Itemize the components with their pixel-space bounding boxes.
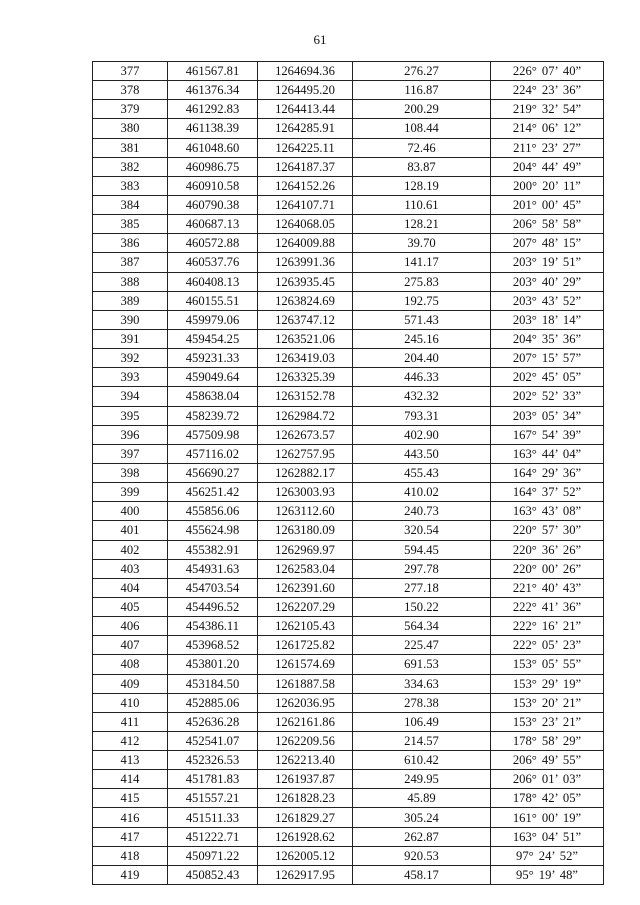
x-coordinate-cell: 451557.21 <box>168 789 258 808</box>
point-number-cell: 384 <box>93 195 168 214</box>
y-coordinate-cell: 1264187.37 <box>258 157 353 176</box>
x-coordinate-cell: 454496.52 <box>168 597 258 616</box>
point-number-cell: 407 <box>93 636 168 655</box>
angle-cell: 153° 05’ 55” <box>491 655 604 674</box>
x-coordinate-cell: 459979.06 <box>168 310 258 329</box>
x-coordinate-cell: 452636.28 <box>168 712 258 731</box>
angle-cell: 220° 00’ 26” <box>491 559 604 578</box>
table-row <box>93 617 604 636</box>
table-row <box>93 157 604 176</box>
table-row <box>93 195 604 214</box>
length-cell: 277.18 <box>353 578 491 597</box>
table-row <box>93 789 604 808</box>
table-row <box>93 597 604 616</box>
angle-cell: 200° 20’ 11” <box>491 176 604 195</box>
y-coordinate-cell: 1262207.29 <box>258 597 353 616</box>
point-number-cell: 401 <box>93 521 168 540</box>
angle-cell: 204° 35’ 36” <box>491 329 604 348</box>
y-coordinate-cell: 1263521.06 <box>258 329 353 348</box>
table-row <box>93 559 604 578</box>
y-coordinate-cell: 1264694.36 <box>258 62 353 81</box>
y-coordinate-cell: 1262036.95 <box>258 693 353 712</box>
table-row <box>93 349 604 368</box>
y-coordinate-cell: 1262673.57 <box>258 425 353 444</box>
x-coordinate-cell: 457116.02 <box>168 444 258 463</box>
y-coordinate-cell: 1263325.39 <box>258 368 353 387</box>
table-row <box>93 483 604 502</box>
y-coordinate-cell: 1264107.71 <box>258 195 353 214</box>
x-coordinate-cell: 458239.72 <box>168 406 258 425</box>
y-coordinate-cell: 1264068.05 <box>258 215 353 234</box>
table-row <box>93 425 604 444</box>
length-cell: 72.46 <box>353 138 491 157</box>
angle-cell: 153° 23’ 21” <box>491 712 604 731</box>
y-coordinate-cell: 1261887.58 <box>258 674 353 693</box>
y-coordinate-cell: 1262209.56 <box>258 731 353 750</box>
x-coordinate-cell: 451511.33 <box>168 808 258 827</box>
y-coordinate-cell: 1263419.03 <box>258 349 353 368</box>
length-cell: 225.47 <box>353 636 491 655</box>
length-cell: 249.95 <box>353 770 491 789</box>
x-coordinate-cell: 456251.42 <box>168 483 258 502</box>
table-row <box>93 444 604 463</box>
x-coordinate-cell: 456690.27 <box>168 463 258 482</box>
table-row <box>93 751 604 770</box>
angle-cell: 163° 44’ 04” <box>491 444 604 463</box>
point-number-cell: 409 <box>93 674 168 693</box>
table-row <box>93 100 604 119</box>
length-cell: 402.90 <box>353 425 491 444</box>
table-row <box>93 521 604 540</box>
table-row <box>93 406 604 425</box>
point-number-cell: 380 <box>93 119 168 138</box>
length-cell: 793.31 <box>353 406 491 425</box>
x-coordinate-cell: 460408.13 <box>168 272 258 291</box>
length-cell: 150.22 <box>353 597 491 616</box>
length-cell: 245.16 <box>353 329 491 348</box>
angle-cell: 204° 44’ 49” <box>491 157 604 176</box>
angle-cell: 207° 48’ 15” <box>491 234 604 253</box>
point-number-cell: 383 <box>93 176 168 195</box>
length-cell: 108.44 <box>353 119 491 138</box>
length-cell: 45.89 <box>353 789 491 808</box>
point-number-cell: 391 <box>93 329 168 348</box>
table-row <box>93 540 604 559</box>
angle-cell: 220° 36’ 26” <box>491 540 604 559</box>
angle-cell: 178° 42’ 05” <box>491 789 604 808</box>
table-row <box>93 176 604 195</box>
y-coordinate-cell: 1262161.86 <box>258 712 353 731</box>
angle-cell: 203° 19’ 51” <box>491 253 604 272</box>
table-row <box>93 655 604 674</box>
angle-cell: 97° 24’ 52” <box>491 846 604 865</box>
point-number-cell: 392 <box>93 349 168 368</box>
x-coordinate-cell: 461292.83 <box>168 100 258 119</box>
table-row <box>93 636 604 655</box>
x-coordinate-cell: 452541.07 <box>168 731 258 750</box>
point-number-cell: 404 <box>93 578 168 597</box>
y-coordinate-cell: 1262917.95 <box>258 865 353 884</box>
table-row <box>93 865 604 884</box>
point-number-cell: 403 <box>93 559 168 578</box>
y-coordinate-cell: 1264009.88 <box>258 234 353 253</box>
length-cell: 240.73 <box>353 502 491 521</box>
x-coordinate-cell: 454931.63 <box>168 559 258 578</box>
length-cell: 275.83 <box>353 272 491 291</box>
length-cell: 446.33 <box>353 368 491 387</box>
x-coordinate-cell: 452885.06 <box>168 693 258 712</box>
point-number-cell: 416 <box>93 808 168 827</box>
y-coordinate-cell: 1261928.62 <box>258 827 353 846</box>
length-cell: 920.53 <box>353 846 491 865</box>
length-cell: 594.45 <box>353 540 491 559</box>
length-cell: 571.43 <box>353 310 491 329</box>
x-coordinate-cell: 457509.98 <box>168 425 258 444</box>
table-row <box>93 502 604 521</box>
table-row <box>93 712 604 731</box>
table-row <box>93 62 604 81</box>
length-cell: 204.40 <box>353 349 491 368</box>
y-coordinate-cell: 1262969.97 <box>258 540 353 559</box>
point-number-cell: 389 <box>93 291 168 310</box>
angle-cell: 202° 52’ 33” <box>491 387 604 406</box>
x-coordinate-cell: 460910.58 <box>168 176 258 195</box>
length-cell: 410.02 <box>353 483 491 502</box>
y-coordinate-cell: 1262391.60 <box>258 578 353 597</box>
point-number-cell: 395 <box>93 406 168 425</box>
point-number-cell: 414 <box>93 770 168 789</box>
angle-cell: 203° 18’ 14” <box>491 310 604 329</box>
length-cell: 564.34 <box>353 617 491 636</box>
table-row <box>93 731 604 750</box>
point-number-cell: 390 <box>93 310 168 329</box>
angle-cell: 161° 00’ 19” <box>491 808 604 827</box>
point-number-cell: 386 <box>93 234 168 253</box>
table-row <box>93 770 604 789</box>
angle-cell: 203° 05’ 34” <box>491 406 604 425</box>
x-coordinate-cell: 452326.53 <box>168 751 258 770</box>
length-cell: 458.17 <box>353 865 491 884</box>
length-cell: 691.53 <box>353 655 491 674</box>
table-row <box>93 138 604 157</box>
angle-cell: 167° 54’ 39” <box>491 425 604 444</box>
point-number-cell: 385 <box>93 215 168 234</box>
x-coordinate-cell: 455382.91 <box>168 540 258 559</box>
point-number-cell: 381 <box>93 138 168 157</box>
point-number-cell: 413 <box>93 751 168 770</box>
length-cell: 128.21 <box>353 215 491 234</box>
length-cell: 320.54 <box>353 521 491 540</box>
x-coordinate-cell: 460572.88 <box>168 234 258 253</box>
angle-cell: 95° 19’ 48” <box>491 865 604 884</box>
x-coordinate-cell: 459231.33 <box>168 349 258 368</box>
angle-cell: 206° 49’ 55” <box>491 751 604 770</box>
angle-cell: 222° 41’ 36” <box>491 597 604 616</box>
y-coordinate-cell: 1263747.12 <box>258 310 353 329</box>
length-cell: 110.61 <box>353 195 491 214</box>
y-coordinate-cell: 1261937.87 <box>258 770 353 789</box>
point-number-cell: 405 <box>93 597 168 616</box>
table-row <box>93 578 604 597</box>
point-number-cell: 388 <box>93 272 168 291</box>
angle-cell: 221° 40’ 43” <box>491 578 604 597</box>
table-row <box>93 291 604 310</box>
angle-cell: 202° 45’ 05” <box>491 368 604 387</box>
table-row <box>93 253 604 272</box>
y-coordinate-cell: 1262105.43 <box>258 617 353 636</box>
y-coordinate-cell: 1262005.12 <box>258 846 353 865</box>
length-cell: 455.43 <box>353 463 491 482</box>
y-coordinate-cell: 1263991.36 <box>258 253 353 272</box>
length-cell: 334.63 <box>353 674 491 693</box>
angle-cell: 222° 05’ 23” <box>491 636 604 655</box>
point-number-cell: 382 <box>93 157 168 176</box>
angle-cell: 211° 23’ 27” <box>491 138 604 157</box>
point-number-cell: 406 <box>93 617 168 636</box>
angle-cell: 163° 04’ 51” <box>491 827 604 846</box>
table-row <box>93 234 604 253</box>
x-coordinate-cell: 461048.60 <box>168 138 258 157</box>
y-coordinate-cell: 1263180.09 <box>258 521 353 540</box>
length-cell: 297.78 <box>353 559 491 578</box>
point-number-cell: 399 <box>93 483 168 502</box>
table-row <box>93 387 604 406</box>
table-row <box>93 329 604 348</box>
table-row <box>93 310 604 329</box>
angle-cell: 206° 01’ 03” <box>491 770 604 789</box>
x-coordinate-cell: 454386.11 <box>168 617 258 636</box>
x-coordinate-cell: 455856.06 <box>168 502 258 521</box>
point-number-cell: 400 <box>93 502 168 521</box>
angle-cell: 203° 43’ 52” <box>491 291 604 310</box>
angle-cell: 226° 07’ 40” <box>491 62 604 81</box>
length-cell: 610.42 <box>353 751 491 770</box>
angle-cell: 201° 00’ 45” <box>491 195 604 214</box>
length-cell: 116.87 <box>353 81 491 100</box>
x-coordinate-cell: 459049.64 <box>168 368 258 387</box>
table-row <box>93 272 604 291</box>
y-coordinate-cell: 1261828.23 <box>258 789 353 808</box>
point-number-cell: 415 <box>93 789 168 808</box>
table-row <box>93 119 604 138</box>
y-coordinate-cell: 1263112.60 <box>258 502 353 521</box>
y-coordinate-cell: 1261574.69 <box>258 655 353 674</box>
coordinates-table-body <box>93 62 604 885</box>
angle-cell: 214° 06’ 12” <box>491 119 604 138</box>
point-number-cell: 393 <box>93 368 168 387</box>
point-number-cell: 379 <box>93 100 168 119</box>
x-coordinate-cell: 451222.71 <box>168 827 258 846</box>
point-number-cell: 408 <box>93 655 168 674</box>
length-cell: 214.57 <box>353 731 491 750</box>
table-row <box>93 827 604 846</box>
x-coordinate-cell: 453968.52 <box>168 636 258 655</box>
length-cell: 262.87 <box>353 827 491 846</box>
point-number-cell: 417 <box>93 827 168 846</box>
point-number-cell: 411 <box>93 712 168 731</box>
y-coordinate-cell: 1262213.40 <box>258 751 353 770</box>
x-coordinate-cell: 460790.38 <box>168 195 258 214</box>
x-coordinate-cell: 461138.39 <box>168 119 258 138</box>
angle-cell: 164° 29’ 36” <box>491 463 604 482</box>
x-coordinate-cell: 453801.20 <box>168 655 258 674</box>
length-cell: 432.32 <box>353 387 491 406</box>
length-cell: 83.87 <box>353 157 491 176</box>
table-row <box>93 674 604 693</box>
point-number-cell: 412 <box>93 731 168 750</box>
angle-cell: 219° 32’ 54” <box>491 100 604 119</box>
angle-cell: 207° 15’ 57” <box>491 349 604 368</box>
y-coordinate-cell: 1264495.20 <box>258 81 353 100</box>
length-cell: 305.24 <box>353 808 491 827</box>
y-coordinate-cell: 1264285.91 <box>258 119 353 138</box>
y-coordinate-cell: 1261725.82 <box>258 636 353 655</box>
x-coordinate-cell: 461567.81 <box>168 62 258 81</box>
y-coordinate-cell: 1263935.45 <box>258 272 353 291</box>
length-cell: 276.27 <box>353 62 491 81</box>
angle-cell: 163° 43’ 08” <box>491 502 604 521</box>
point-number-cell: 394 <box>93 387 168 406</box>
y-coordinate-cell: 1262882.17 <box>258 463 353 482</box>
x-coordinate-cell: 459454.25 <box>168 329 258 348</box>
table-row <box>93 846 604 865</box>
x-coordinate-cell: 450971.22 <box>168 846 258 865</box>
x-coordinate-cell: 461376.34 <box>168 81 258 100</box>
y-coordinate-cell: 1264152.26 <box>258 176 353 195</box>
x-coordinate-cell: 460986.75 <box>168 157 258 176</box>
table-row <box>93 368 604 387</box>
table-row <box>93 463 604 482</box>
length-cell: 39.70 <box>353 234 491 253</box>
y-coordinate-cell: 1263824.69 <box>258 291 353 310</box>
angle-cell: 203° 40’ 29” <box>491 272 604 291</box>
y-coordinate-cell: 1262583.04 <box>258 559 353 578</box>
table-row <box>93 81 604 100</box>
y-coordinate-cell: 1264413.44 <box>258 100 353 119</box>
point-number-cell: 377 <box>93 62 168 81</box>
table-row <box>93 215 604 234</box>
x-coordinate-cell: 460537.76 <box>168 253 258 272</box>
table-row <box>93 693 604 712</box>
y-coordinate-cell: 1263152.78 <box>258 387 353 406</box>
x-coordinate-cell: 455624.98 <box>168 521 258 540</box>
angle-cell: 164° 37’ 52” <box>491 483 604 502</box>
angle-cell: 153° 20’ 21” <box>491 693 604 712</box>
point-number-cell: 419 <box>93 865 168 884</box>
angle-cell: 178° 58’ 29” <box>491 731 604 750</box>
page-number: 61 <box>313 32 327 47</box>
x-coordinate-cell: 458638.04 <box>168 387 258 406</box>
y-coordinate-cell: 1262984.72 <box>258 406 353 425</box>
length-cell: 106.49 <box>353 712 491 731</box>
point-number-cell: 398 <box>93 463 168 482</box>
angle-cell: 220° 57’ 30” <box>491 521 604 540</box>
x-coordinate-cell: 450852.43 <box>168 865 258 884</box>
length-cell: 443.50 <box>353 444 491 463</box>
table-row <box>93 808 604 827</box>
angle-cell: 224° 23’ 36” <box>491 81 604 100</box>
length-cell: 141.17 <box>353 253 491 272</box>
length-cell: 192.75 <box>353 291 491 310</box>
x-coordinate-cell: 460155.51 <box>168 291 258 310</box>
angle-cell: 153° 29’ 19” <box>491 674 604 693</box>
y-coordinate-cell: 1263003.93 <box>258 483 353 502</box>
y-coordinate-cell: 1262757.95 <box>258 444 353 463</box>
coordinates-table <box>92 61 604 885</box>
point-number-cell: 402 <box>93 540 168 559</box>
point-number-cell: 387 <box>93 253 168 272</box>
x-coordinate-cell: 460687.13 <box>168 215 258 234</box>
point-number-cell: 410 <box>93 693 168 712</box>
x-coordinate-cell: 454703.54 <box>168 578 258 597</box>
point-number-cell: 378 <box>93 81 168 100</box>
x-coordinate-cell: 451781.83 <box>168 770 258 789</box>
length-cell: 128.19 <box>353 176 491 195</box>
angle-cell: 206° 58’ 58” <box>491 215 604 234</box>
point-number-cell: 418 <box>93 846 168 865</box>
point-number-cell: 397 <box>93 444 168 463</box>
x-coordinate-cell: 453184.50 <box>168 674 258 693</box>
y-coordinate-cell: 1261829.27 <box>258 808 353 827</box>
length-cell: 200.29 <box>353 100 491 119</box>
y-coordinate-cell: 1264225.11 <box>258 138 353 157</box>
point-number-cell: 396 <box>93 425 168 444</box>
angle-cell: 222° 16’ 21” <box>491 617 604 636</box>
length-cell: 278.38 <box>353 693 491 712</box>
